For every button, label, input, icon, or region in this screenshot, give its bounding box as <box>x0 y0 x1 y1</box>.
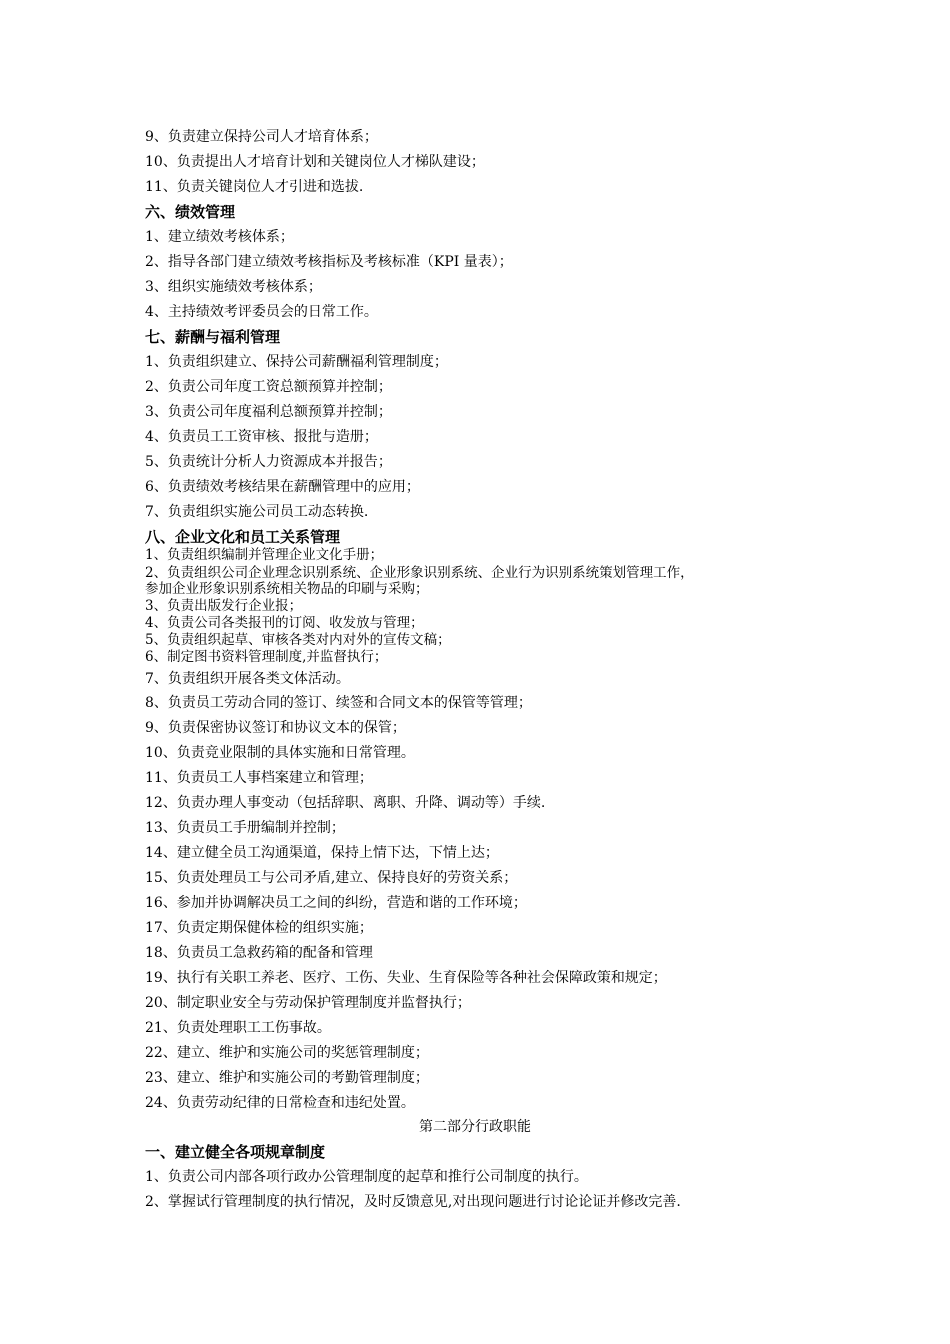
list-item: 20、制定职业安全与劳动保护管理制度并监督执行； <box>145 995 471 1011</box>
section-heading: 六、绩效管理 <box>145 203 236 221</box>
list-item: 4、主持绩效考评委员会的日常工作。 <box>145 304 378 320</box>
list-item: 1、负责公司内部各项行政办公管理制度的起草和推行公司制度的执行。 <box>145 1169 588 1185</box>
list-item: 1、负责组织建立、保持公司薪酬福利管理制度； <box>145 354 448 370</box>
list-item: 12、负责办理人事变动（包括辞职、离职、升降、调动等）手续. <box>145 795 546 811</box>
list-item: 18、负责员工急救药箱的配备和管理 <box>145 945 373 961</box>
list-item: 1、建立绩效考核体系； <box>145 229 294 245</box>
list-item: 9、负责保密协议签订和协议文本的保管； <box>145 720 406 736</box>
list-item: 17、负责定期保健体检的组织实施； <box>145 920 373 936</box>
part-title: 第二部分行政职能 <box>419 1119 531 1135</box>
list-item: 10、负责竞业限制的具体实施和日常管理。 <box>145 745 415 761</box>
list-item: 22、建立、维护和实施公司的奖惩管理制度； <box>145 1045 429 1061</box>
section-heading: 七、薪酬与福利管理 <box>145 328 281 346</box>
list-item: 2、负责组织公司企业理念识别系统、企业形象识别系统、企业行为识别系统策划管理工作， <box>145 565 694 581</box>
list-item: 16、参加并协调解决员工之间的纠纷，营造和谐的工作环境； <box>145 895 527 911</box>
list-item: 7、负责组织实施公司员工动态转换. <box>145 504 369 520</box>
list-item: 9、负责建立保持公司人才培育体系； <box>145 129 378 145</box>
list-item: 2、掌握试行管理制度的执行情况，及时反馈意见,对出现问题进行讨论论证并修改完善. <box>145 1194 681 1210</box>
list-item: 10、负责提出人才培育计划和关键岗位人才梯队建设； <box>145 154 485 170</box>
list-item: 15、负责处理员工与公司矛盾,建立、保持良好的劳资关系； <box>145 870 518 886</box>
list-item: 21、负责处理职工工伤事故。 <box>145 1020 331 1036</box>
list-item: 13、负责员工手册编制并控制； <box>145 820 345 836</box>
list-item: 5、负责统计分析人力资源成本并报告； <box>145 454 392 470</box>
list-item: 19、执行有关职工养老、医疗、工伤、失业、生育保险等各种社会保障政策和规定； <box>145 970 667 986</box>
list-item: 4、负责公司各类报刊的订阅、收发放与管理； <box>145 615 424 631</box>
list-item: 1、负责组织编制并管理企业文化手册； <box>145 547 384 563</box>
list-item: 23、建立、维护和实施公司的考勤管理制度； <box>145 1070 429 1086</box>
list-item: 3、负责公司年度福利总额预算并控制； <box>145 404 392 420</box>
list-item: 7、负责组织开展各类文体活动。 <box>145 671 350 687</box>
list-item: 4、负责员工工资审核、报批与造册； <box>145 429 378 445</box>
list-item: 2、指导各部门建立绩效考核指标及考核标准（KPI 量表）； <box>145 254 513 270</box>
section-heading: 一、建立健全各项规章制度 <box>145 1143 326 1161</box>
list-item: 11、负责员工人事档案建立和管理； <box>145 770 373 786</box>
list-item: 6、负责绩效考核结果在薪酬管理中的应用； <box>145 479 420 495</box>
list-item: 5、负责组织起草、审核各类对内对外的宣传文稿； <box>145 632 451 648</box>
list-item: 3、组织实施绩效考核体系； <box>145 279 322 295</box>
section-heading: 八、企业文化和员工关系管理 <box>145 528 341 546</box>
list-item: 2、负责公司年度工资总额预算并控制； <box>145 379 392 395</box>
list-item: 24、负责劳动纪律的日常检查和违纪处置。 <box>145 1095 415 1111</box>
list-item: 14、建立健全员工沟通渠道，保持上情下达，下情上达； <box>145 845 499 861</box>
list-item: 参加企业形象识别系统相关物品的印刷与采购； <box>145 581 429 597</box>
list-item: 6、制定图书资料管理制度,并监督执行； <box>145 649 388 665</box>
list-item: 3、负责出版发行企业报； <box>145 598 303 614</box>
list-item: 8、负责员工劳动合同的签订、续签和合同文本的保管等管理； <box>145 695 532 711</box>
list-item: 11、负责关键岗位人才引进和选拔. <box>145 179 364 195</box>
